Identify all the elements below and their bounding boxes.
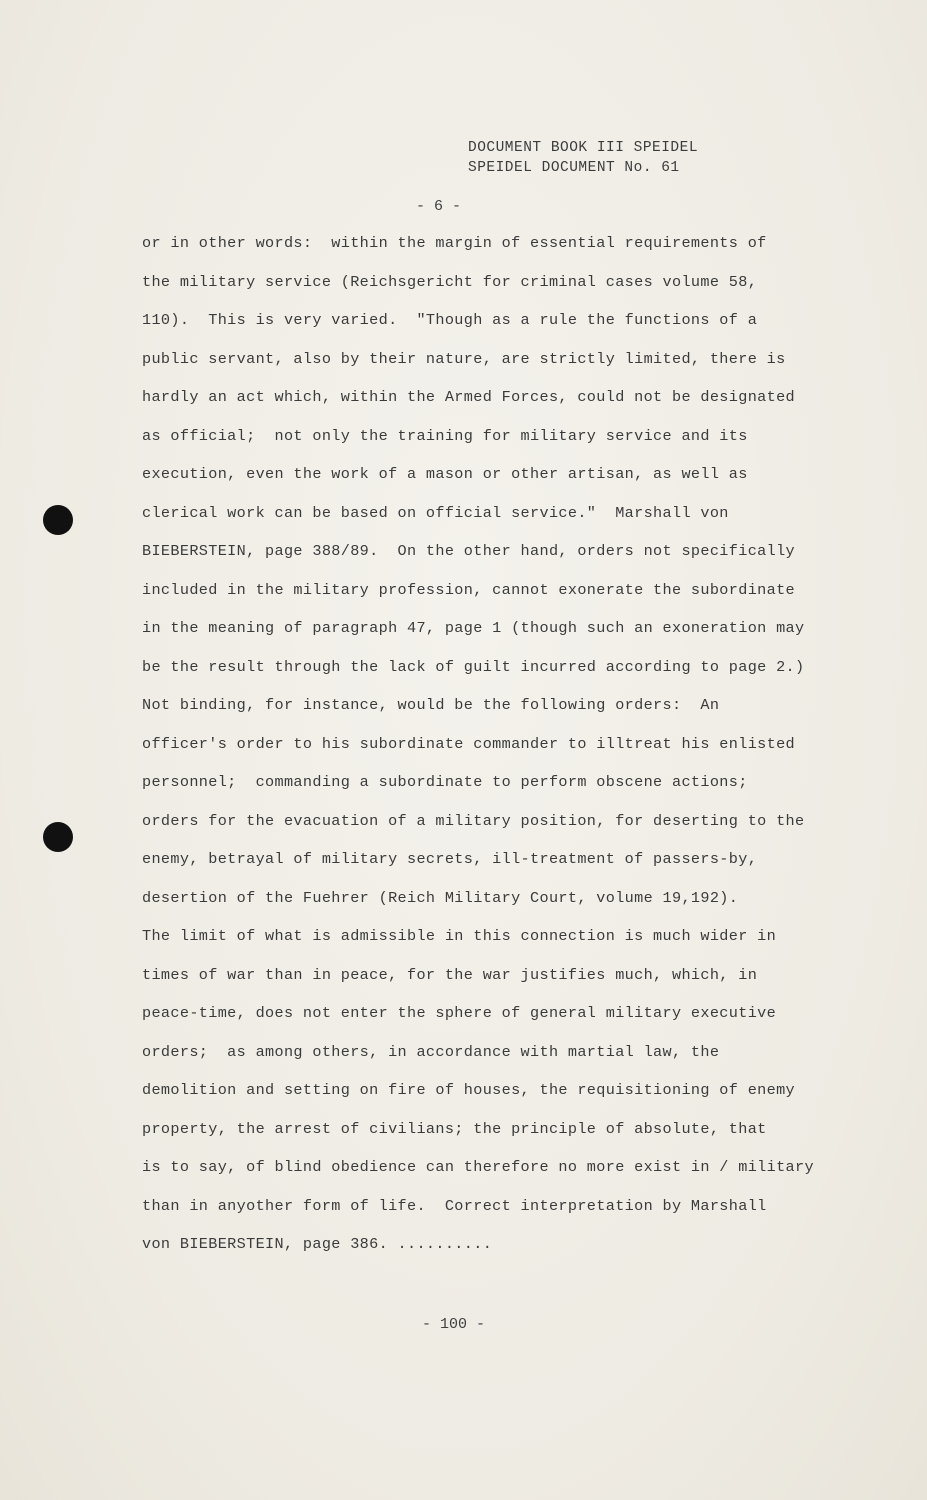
body-line: in the meaning of paragraph 47, page 1 (though such an exoneration may — [142, 619, 805, 637]
body-line: officer's order to his subordinate commander to illtreat his enlisted — [142, 734, 796, 753]
punch-hole — [43, 505, 73, 535]
body-line: The limit of what is admissible in this connection is much wider in — [142, 927, 777, 945]
body-line: the military service (Reichsgericht for criminal cases volume 58, — [142, 272, 758, 291]
body-line: included in the military profession, cannot exonerate the subordinate — [142, 580, 796, 599]
body-line: property, the arrest of civilians; the principle of absolute, that — [142, 1119, 767, 1138]
document-header — [468, 138, 698, 178]
body-line: clerical work can be based on official service." Marshall von — [142, 503, 729, 522]
body-line: orders; as among others, in accordance with martial law, the — [142, 1042, 720, 1061]
header-line-1: DOCUMENT BOOK III SPEIDEL — [468, 140, 699, 156]
document-body — [142, 231, 832, 1271]
body-line: peace-time, does not enter the sphere of general military executive — [142, 1004, 777, 1022]
body-line: Not binding, for instance, would be the following orders: An — [142, 696, 720, 714]
body-line: demolition and setting on fire of houses, the requisitioning of enemy — [142, 1081, 796, 1099]
body-line: or in other words: within the margin of essential requirements of — [142, 234, 767, 252]
body-line: as official; not only the training for military service and its — [142, 426, 748, 445]
body-line: von BIEBERSTEIN, page 386. .......... — [142, 1235, 493, 1253]
body-line: than in anyother form of life. Correct interpretation by Marshall — [142, 1196, 767, 1215]
body-line: BIEBERSTEIN, page 388/89. On the other hand, orders not specifically — [142, 542, 796, 560]
body-line: orders for the evacuation of a military position, for deserting to the — [142, 811, 805, 830]
body-line: hardly an act which, within the Armed Forces, could not be designated — [142, 388, 796, 406]
page-number-top: - 6 - — [415, 198, 461, 215]
body-line: be the result through the lack of guilt incurred according to page 2.) — [142, 657, 805, 676]
header-line-2: SPEIDEL DOCUMENT No. 61 — [468, 160, 680, 176]
body-line: public servant, also by their nature, are strictly limited, there is — [142, 349, 786, 368]
body-line: is to say, of blind obedience can therefore no more exist in / military — [142, 1158, 814, 1176]
body-line: desertion of the Fuehrer (Reich Military Court, volume 19,192). — [142, 888, 739, 907]
body-line: enemy, betrayal of military secrets, ill-treatment of passers-by, — [142, 850, 758, 868]
page-number-bottom: - 100 - — [421, 1316, 485, 1333]
body-line: execution, even the work of a mason or other artisan, as well as — [142, 465, 748, 483]
body-line: 110). This is very varied. "Though as a rule the functions of a — [142, 311, 758, 329]
body-line: times of war than in peace, for the war justifies much, which, in — [142, 965, 758, 984]
body-line: personnel; commanding a subordinate to perform obscene actions; — [142, 773, 748, 791]
punch-hole — [43, 822, 73, 852]
